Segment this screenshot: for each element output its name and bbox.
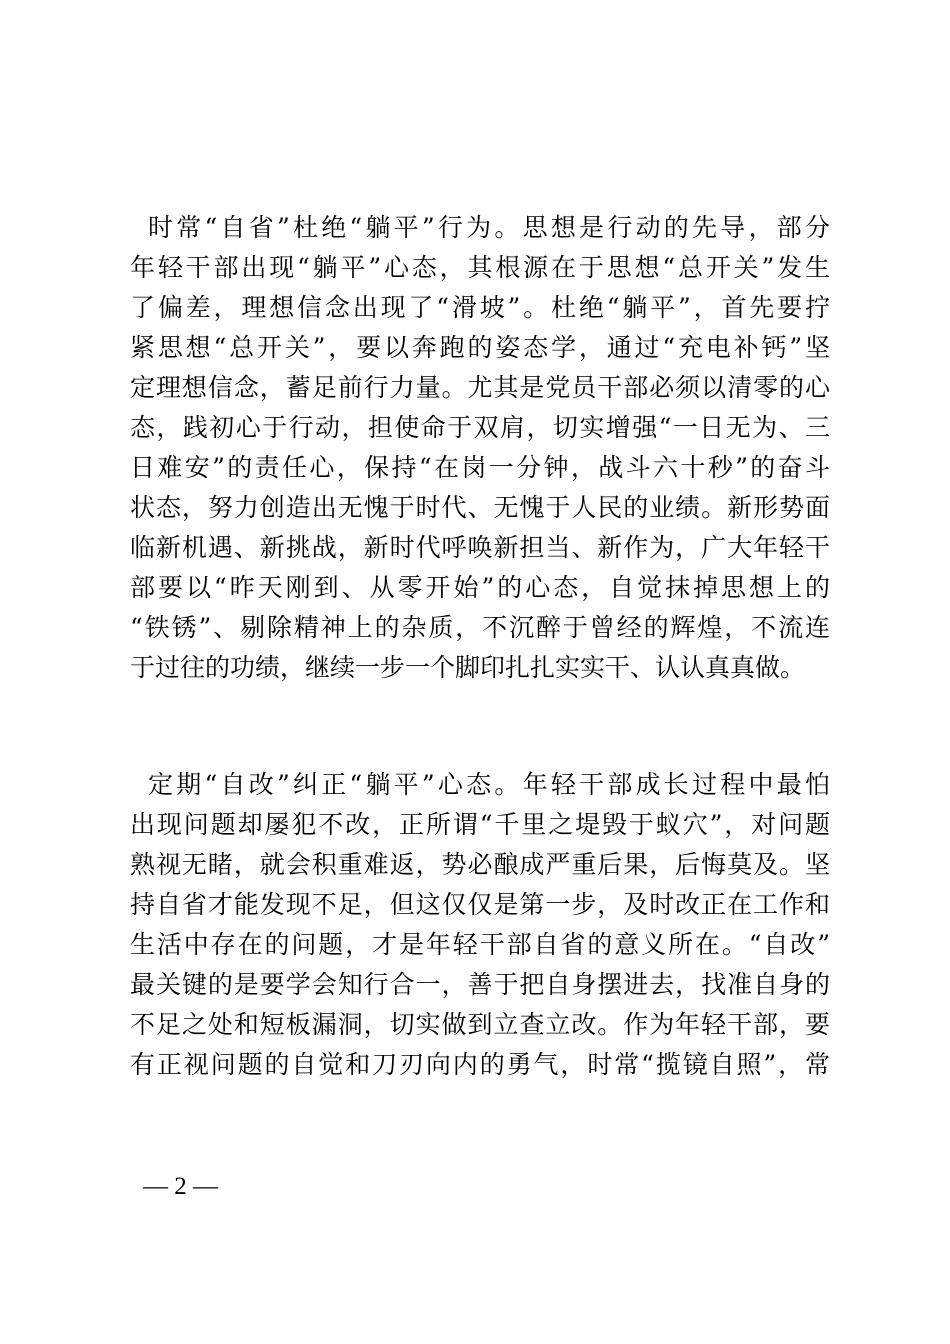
- paragraph-line: 定理想信念，蓄足前行力量。尤其是党员干部必须以清零的心: [130, 373, 830, 402]
- paragraph-line: 熟视无睹，就会积重难返，势必酿成严重后果，后悔莫及。坚: [130, 850, 830, 879]
- paragraph-line: 出现问题却屡犯不改，正所谓“千里之堤毁于蚁穴”，对问题: [130, 810, 830, 839]
- paragraph-line: 持自省才能发现不足，但这仅仅是第一步，及时改正在工作和: [130, 890, 830, 919]
- paragraph-line: 临新机遇、新挑战，新时代呼唤新担当、新作为，广大年轻干: [130, 533, 830, 562]
- paragraph-line: 状态，努力创造出无愧于时代、无愧于人民的业绩。新形势面: [130, 493, 830, 522]
- paragraph-line: 有正视问题的自觉和刀刃向内的勇气，时常“揽镜自照”，常: [130, 1050, 830, 1079]
- paragraph-line: 生活中存在的问题，才是年轻干部自省的意义所在。“自改”: [130, 930, 830, 959]
- paragraph-line: 日难安”的责任心，保持“在岗一分钟，战斗六十秒”的奋斗: [130, 453, 830, 482]
- paragraph-self-correction: [130, 765, 830, 1085]
- page-number: — 2 —: [143, 1173, 218, 1200]
- paragraph-self-reflection: [130, 208, 830, 688]
- paragraph-line: “铁锈”、剔除精神上的杂质，不沉醉于曾经的辉煌，不流连: [130, 613, 830, 642]
- paragraph-line: 年轻干部出现“躺平”心态，其根源在于思想“总开关”发生: [130, 253, 830, 282]
- paragraph-line: 最关键的是要学会知行合一，善于把自身摆进去，找准自身的: [130, 970, 830, 999]
- paragraph-line: 时常“自省”杜绝“躺平”行为。思想是行动的先导，部分: [148, 213, 830, 242]
- paragraph-line: 紧思想“总开关”，要以奔跑的姿态学，通过“充电补钙”坚: [130, 333, 830, 362]
- paragraph-line: 不足之处和短板漏洞，切实做到立查立改。作为年轻干部，要: [130, 1010, 830, 1039]
- paragraph-line: 定期“自改”纠正“躺平”心态。年轻干部成长过程中最怕: [148, 770, 830, 799]
- paragraph-line: 于过往的功绩，继续一步一个脚印扎扎实实干、认认真真做。: [130, 653, 806, 682]
- paragraph-line: 态，践初心于行动，担使命于双肩，切实增强“一日无为、三: [130, 413, 830, 442]
- paragraph-line: 了偏差，理想信念出现了“滑坡”。杜绝“躺平”，首先要拧: [130, 293, 830, 322]
- paragraph-line: 部要以“昨天刚到、从零开始”的心态，自觉抹掉思想上的: [130, 573, 830, 602]
